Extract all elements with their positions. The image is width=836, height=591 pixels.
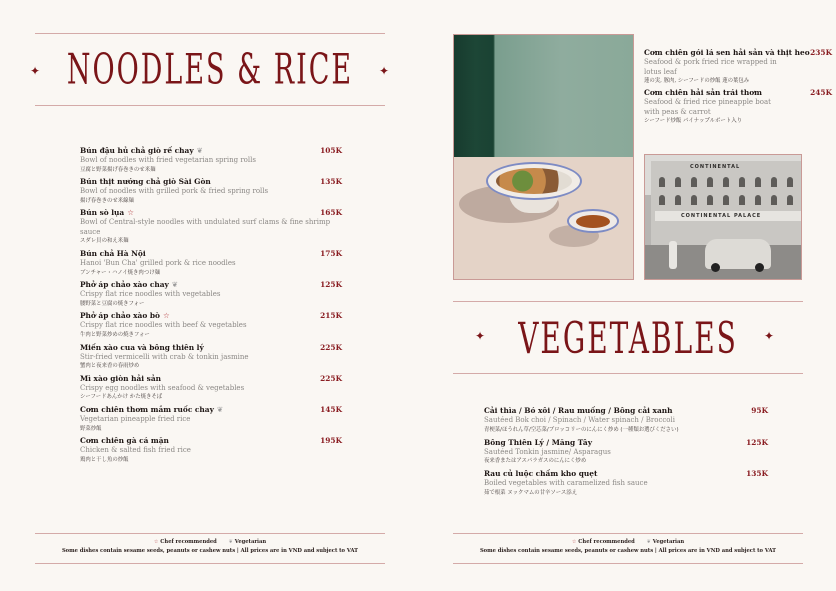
item-japanese: 鶏肉と干し魚の炒飯 [80, 456, 129, 463]
menu-item [80, 374, 342, 403]
item-price: 95K [751, 406, 768, 415]
allergen-note: Some dishes contain sesame seeds, peanuts or cashew nuts | All prices are in VND and subject to VAT [479, 548, 777, 554]
item-name: Rau củ luộc chấm kho quẹt [484, 469, 598, 478]
menu-item [80, 436, 342, 465]
menu-item [484, 469, 768, 498]
item-japanese: シーフードあんかけ かた焼きそば [80, 394, 163, 401]
item-name: Phở áp chảo xào bò ☆ [80, 311, 170, 321]
item-description: Seafood & fried rice pineapple boat with peas & carrot [644, 98, 771, 116]
item-japanese: 青梗菜/ほうれん草/空芯菜/ブロッコリーのにんにく炒め (一種類お選びください) [484, 426, 679, 433]
item-price: 135K [320, 177, 342, 187]
item-price: 135K [746, 469, 768, 478]
item-description: Crispy flat rice noodles with vegetables [80, 290, 221, 299]
item-japanese: スダレ貝の和え米麺 [80, 238, 129, 245]
chef-star-icon: ☆ [162, 311, 170, 321]
item-name: Bún chả Hà Nội [80, 249, 146, 259]
item-japanese: 蟹肉と夜来香の春雨炒め [80, 363, 140, 370]
rice-continued-list [644, 48, 832, 128]
star-icon: ☆ [153, 539, 159, 545]
item-price: 195K [320, 436, 342, 446]
item-price: 125K [320, 280, 342, 290]
vegetables-list [484, 406, 768, 501]
section-title-vegetables: VEGETABLES [518, 312, 738, 364]
item-japanese: 揚げ春巻きのせ米線麺 [80, 197, 134, 204]
item-japanese: 豆腐と野菜揚げ春巻きのせ米麺 [80, 166, 156, 173]
item-name: Cơm chiên hải sản trái thơm [644, 88, 762, 97]
menu-item [484, 438, 768, 467]
vegetarian-leaf-icon: ❦ [216, 405, 224, 414]
item-description: Stir-fried vermicelli with crab & tonkin jasmine [80, 352, 249, 361]
title-block [45, 45, 375, 95]
item-japanese: シーフード炒飯 パイナップルボート入り [644, 118, 742, 124]
sparkle-icon: ✦ [764, 329, 775, 343]
item-name: Miến xào cua và bông thiên lý [80, 342, 204, 352]
item-name: Cơm chiên thơm mắm ruốc chay ❦ [80, 405, 224, 414]
title-block [488, 312, 768, 364]
footer-bottom-rule [453, 563, 803, 564]
item-name: Bún sò lụa ☆ [80, 208, 134, 218]
item-price: 175K [320, 249, 342, 259]
sparkle-icon: ✦ [475, 329, 486, 343]
right-menu-page [418, 0, 836, 591]
item-name: Cải thìa / Bó xôi / Rau muống / Bông cải xanh [484, 406, 673, 415]
menu-item [80, 280, 342, 309]
title-top-rule [453, 301, 803, 302]
item-price: 235K [810, 48, 832, 57]
item-description: Bowl of Central-style noodles with undulated surf clams & fine shrimp sauce [80, 218, 331, 236]
item-description: Sautéed Tonkin jasmine/ Asparagus [484, 447, 611, 456]
legend [35, 538, 385, 547]
legend [453, 538, 803, 547]
item-description: Seafood & pork fried rice wrapped in lotus leaf [644, 58, 777, 76]
hotel-sign-top: CONTINENTAL [690, 164, 741, 170]
menu-item [484, 406, 768, 435]
footer-bottom-rule [35, 563, 385, 564]
leaf-icon: ❦ [646, 539, 651, 545]
chef-star-icon: ☆ [127, 208, 134, 218]
menu-item [80, 177, 342, 206]
footer-top-rule [35, 533, 385, 534]
vegetarian-leaf-icon: ❦ [171, 280, 179, 290]
vegetarian-leaf-icon: ❦ [196, 146, 203, 155]
item-japanese: 茹で根菜 ヌックマムの甘辛ソース添え [484, 489, 578, 496]
item-description: Crispy egg noodles with seafood & vegetables [80, 383, 245, 392]
menu-item [644, 48, 832, 86]
item-description: Vegetarian pineapple fried rice [80, 415, 191, 423]
title-bottom-rule [453, 373, 803, 374]
title-top-rule [35, 33, 385, 34]
footer-top-rule [453, 533, 803, 534]
item-description: Chicken & salted fish fried rice [80, 446, 191, 455]
hotel-sign: CONTINENTAL PALACE [681, 213, 762, 219]
item-name: Cơm chiên gói lá sen hải sản và thịt heo [644, 48, 810, 57]
item-price: 105K [320, 146, 342, 155]
legend-veg-label: Vegetarian [234, 539, 267, 545]
item-price: 245K [810, 88, 832, 97]
item-description: Hanoi 'Bun Cha' grilled pork & rice noodles [80, 259, 236, 268]
legend-chef-label: Chef recommended [160, 539, 217, 545]
footer [35, 538, 385, 556]
sparkle-icon: ✦ [379, 64, 390, 78]
item-japanese: 夜来香またはアスパラガスのにんにく炒め [484, 458, 587, 464]
item-name: Bún thịt nướng chả giò Sài Gòn [80, 177, 211, 187]
item-japanese: ブンチャー・ハノイ焼き肉つけ麺 [80, 269, 160, 276]
item-name: Cơm chiên gà cá mặn [80, 436, 169, 446]
footer [453, 538, 803, 556]
item-description: Crispy flat rice noodles with beef & vegetables [80, 321, 247, 330]
title-bottom-rule [35, 105, 385, 106]
menu-item [80, 343, 342, 372]
allergen-note: Some dishes contain sesame seeds, peanuts or cashew nuts | All prices are in VND and subject to VAT [61, 548, 359, 554]
noodles-rice-list [80, 146, 342, 467]
legend-chef-label: Chef recommended [578, 539, 635, 545]
item-description: Boiled vegetables with caramelized fish sauce [484, 479, 648, 487]
menu-item [80, 249, 342, 278]
menu-item [80, 146, 342, 175]
item-name: Phở áp chảo xào chay ❦ [80, 280, 179, 290]
menu-item [644, 88, 832, 126]
item-name: Mì xào giòn hải sản [80, 373, 161, 383]
item-price: 215K [320, 311, 342, 321]
legend-veg-label: Vegetarian [652, 539, 685, 545]
hotel-photo [644, 154, 802, 280]
item-price: 165K [320, 208, 342, 218]
menu-item [80, 311, 342, 340]
item-description: Bowl of noodles with grilled pork & fried spring rolls [80, 187, 269, 196]
sparkle-icon: ✦ [30, 64, 41, 78]
menu-item [80, 405, 342, 434]
item-japanese: 野菜炒飯 [80, 425, 102, 432]
item-price: 225K [320, 342, 342, 352]
item-name: Bông Thiên Lý / Măng Tây [484, 437, 593, 447]
item-name: Bún đậu hủ chả giò rế chay ❦ [80, 146, 203, 155]
item-description: Sautéed Bok choi / Spinach / Water spinach / Broccoli [484, 416, 675, 424]
item-price: 145K [320, 405, 342, 414]
item-japanese: 牛肉と野菜炒めの焼きフォー [80, 331, 150, 338]
leaf-icon: ❦ [228, 539, 233, 545]
food-photo [453, 34, 634, 280]
item-japanese: 腰野菜と豆腐の焼きフォー [80, 300, 145, 307]
star-icon: ☆ [571, 539, 577, 545]
menu-item [80, 208, 342, 246]
item-price: 125K [746, 437, 768, 447]
section-title-noodles-rice: NOODLES & RICE [66, 45, 354, 95]
item-description: Bowl of noodles with fried vegetarian spring rolls [80, 156, 256, 164]
item-price: 225K [320, 373, 342, 383]
item-japanese: 蓮の実, 豚肉, シーフードの炒飯 蓮の葉包み [644, 78, 750, 84]
